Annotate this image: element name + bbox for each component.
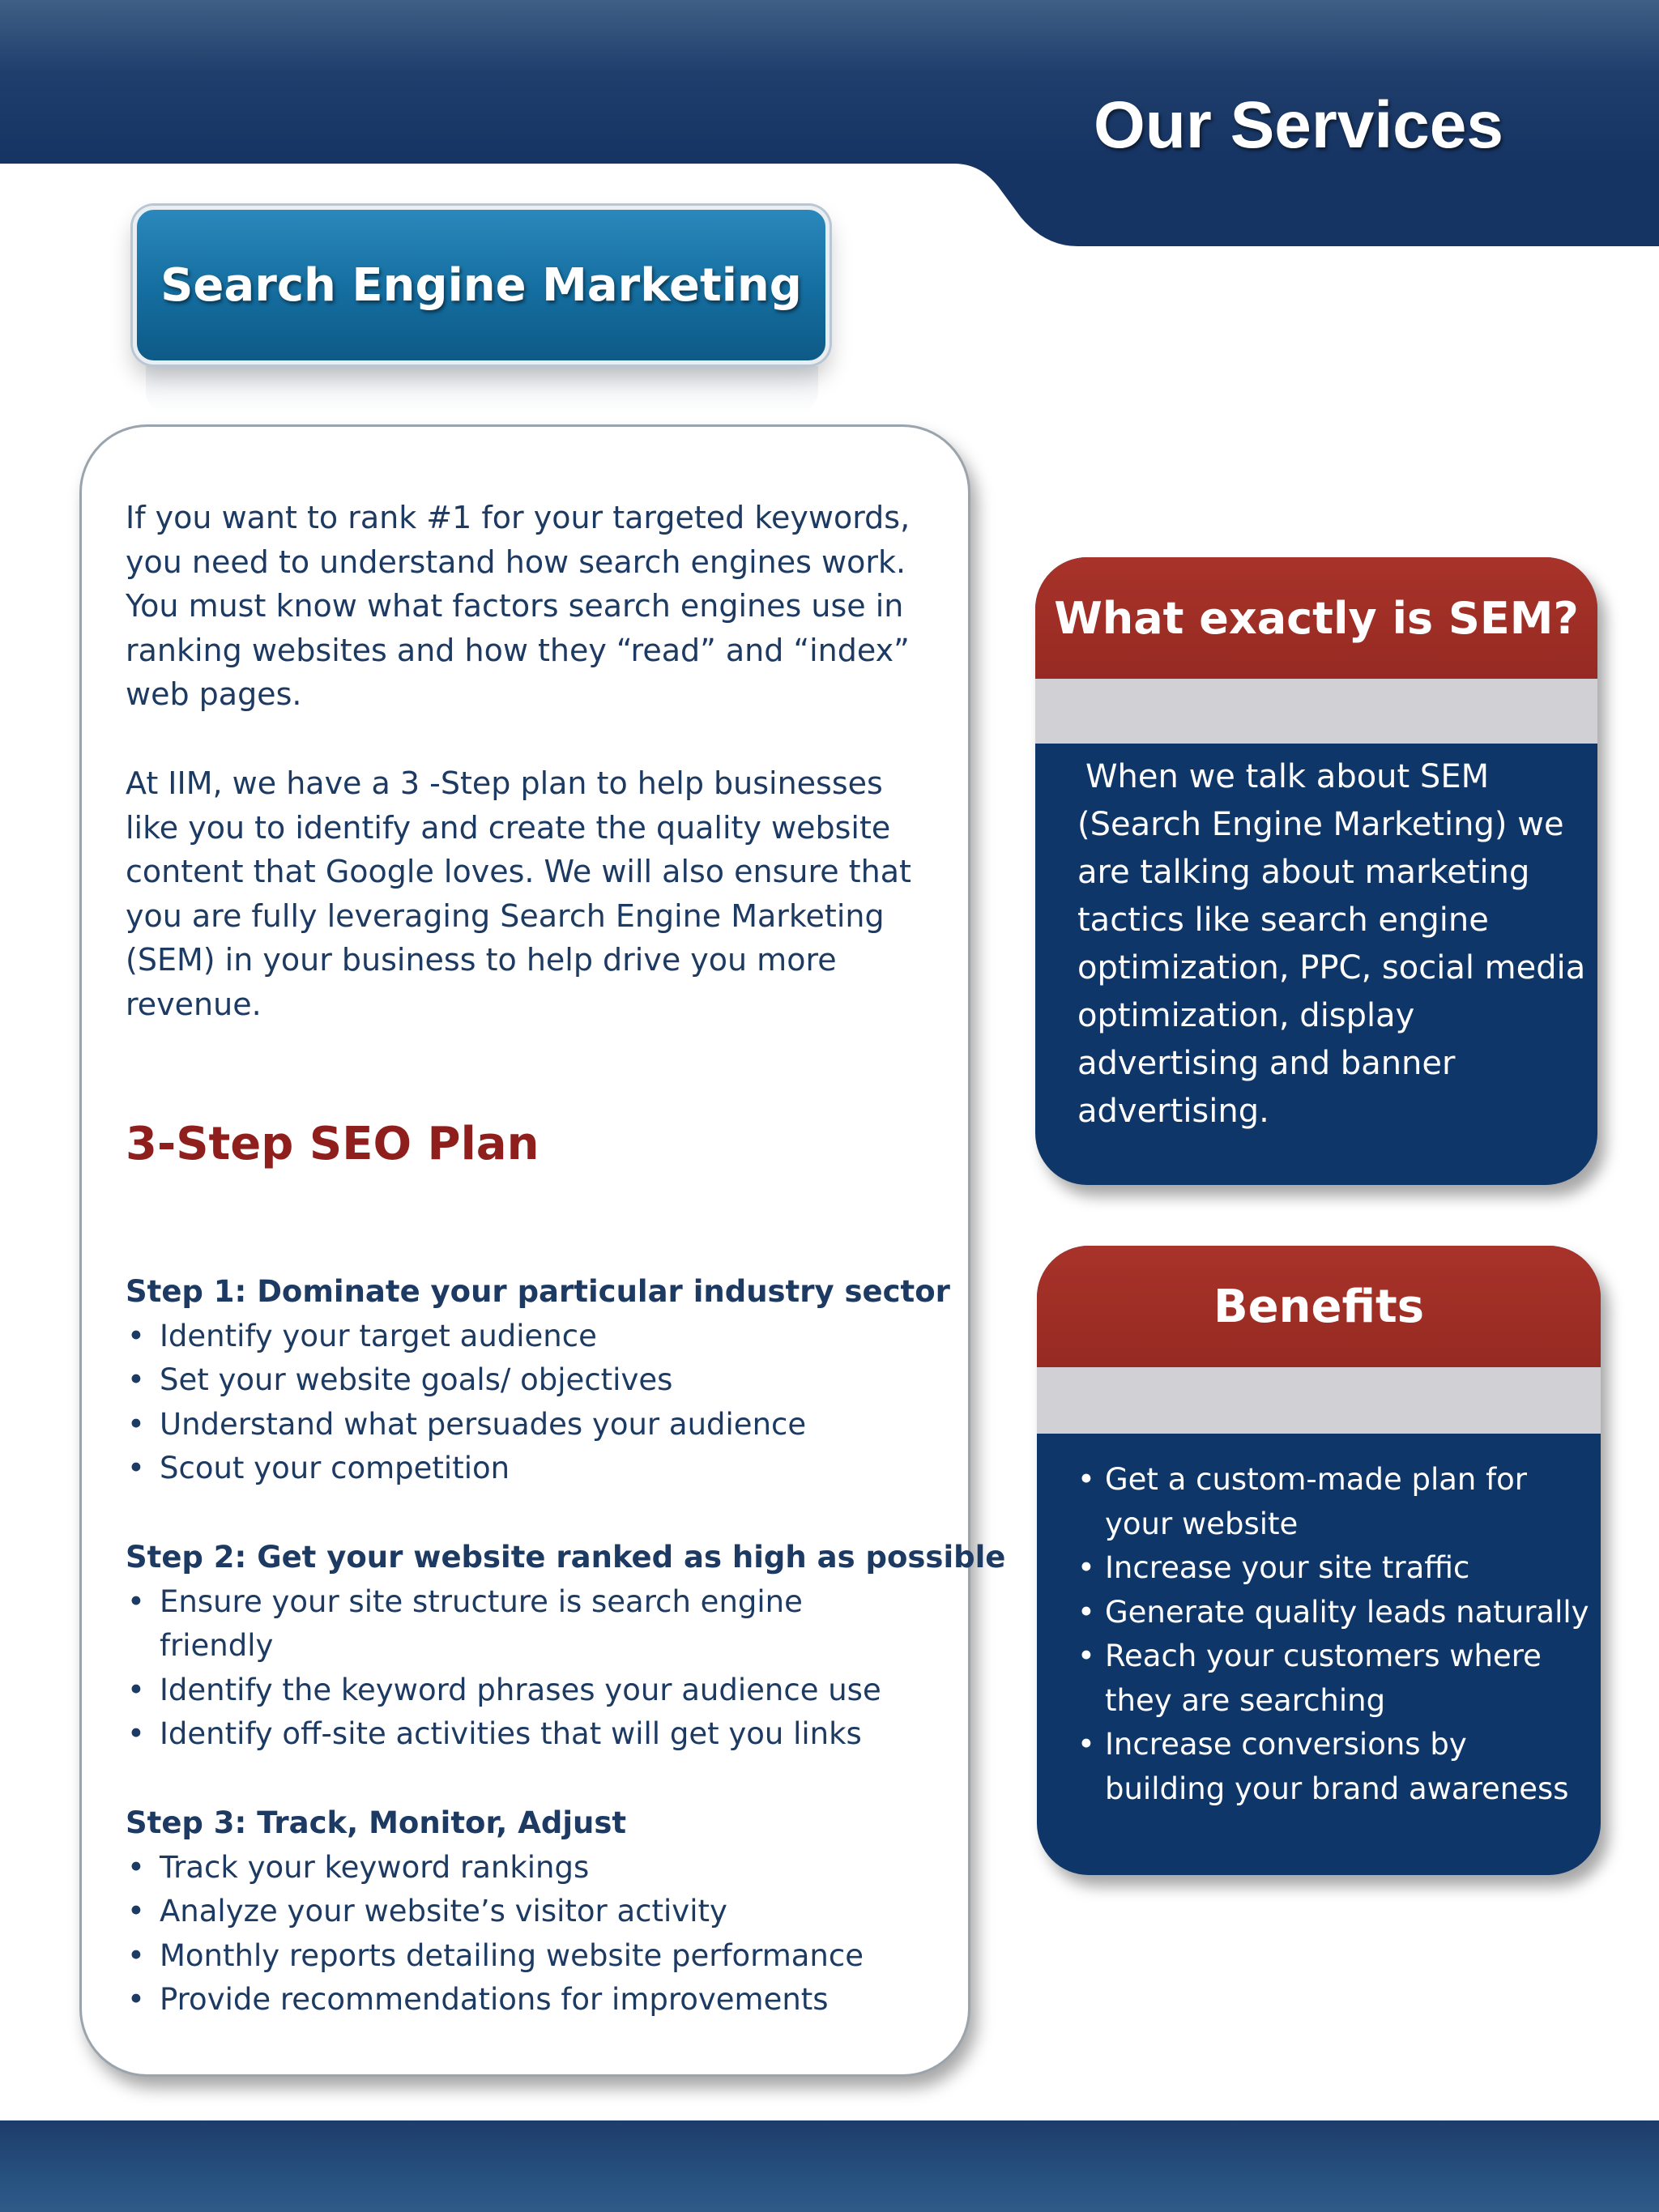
bullet-icon: • [127, 1894, 145, 1929]
bullet-icon: • [1077, 1594, 1095, 1630]
bullet-icon: • [127, 1451, 145, 1485]
sem-panel-body: When we talk about SEM (Search Engine Marketing) we are talking about marketing tactics like search engine optimization, PPC, social media optimization, display advertising and banner advertising. [1077, 758, 1586, 1130]
step-3-list [126, 1846, 952, 2022]
list-item-text: Increase your site traffic [1105, 1550, 1470, 1585]
plan-title: 3-Step SEO Plan [126, 1118, 539, 1170]
bullet-icon: • [127, 1672, 145, 1707]
list-item [126, 1846, 952, 1890]
bullet-icon: • [127, 1716, 145, 1751]
sem-panel-title: What exactly is SEM? [1054, 592, 1579, 644]
step-3-block [126, 1801, 952, 2022]
list-item [1077, 1723, 1591, 1811]
benefits-panel [1037, 1246, 1601, 1875]
list-item-text: Get a custom-made plan for your website [1105, 1462, 1527, 1541]
step-2-block [126, 1536, 1006, 1757]
bullet-icon: • [127, 1849, 145, 1885]
bullet-icon: • [1077, 1550, 1095, 1585]
list-item [126, 1890, 952, 1934]
list-item [1077, 1546, 1596, 1591]
plan-paragraph: At IIM, we have a 3 -Step plan to help businesses like you to identify and create the quality website content that Google loves. We will also ensure that you are fully leveraging Search Engine Marketing (SEM) in your business to help drive you more revenue. [126, 765, 911, 1022]
step-3-heading: Step 3: Track, Monitor, Adjust [126, 1805, 627, 1840]
list-item-text: Set your website goals/ objectives [160, 1362, 673, 1397]
list-item-text: Understand what persuades your audience [160, 1406, 807, 1442]
list-item [126, 1580, 856, 1669]
sem-definition-panel [1035, 557, 1597, 1185]
sem-panel-header [1035, 557, 1597, 679]
step-2-heading: Step 2: Get your website ranked as high as possible [126, 1540, 1006, 1575]
step-1-block [126, 1270, 952, 1491]
button-reflection [146, 366, 818, 415]
list-item-text: Analyze your website’s visitor activity [160, 1894, 727, 1929]
list-item [126, 1315, 952, 1359]
bullet-icon: • [1077, 1727, 1095, 1762]
benefits-panel-header [1037, 1246, 1601, 1367]
list-item-text: Scout your competition [160, 1451, 510, 1485]
list-item-text: Identify your target audience [160, 1318, 597, 1353]
bullet-icon: • [127, 1362, 145, 1397]
step-1-heading: Step 1: Dominate your particular industry sector [126, 1274, 950, 1309]
list-item-text: Provide recommendations for improvements [160, 1982, 829, 2017]
list-item [126, 1712, 952, 1757]
list-item [126, 1978, 952, 2022]
step-1-list [126, 1315, 952, 1491]
search-engine-marketing-button[interactable] [133, 206, 830, 364]
benefits-panel-title: Benefits [1213, 1280, 1425, 1333]
list-item [126, 1358, 952, 1403]
list-item [126, 1669, 952, 1713]
list-item [126, 1447, 952, 1491]
search-engine-marketing-label: Search Engine Marketing [160, 258, 802, 312]
list-item-text: Identify off-site activities that will get you links [160, 1716, 862, 1751]
benefits-list [1077, 1458, 1596, 1811]
sem-panel-divider [1035, 679, 1597, 744]
list-item-text: Identify the keyword phrases your audience use [160, 1672, 881, 1707]
intro-paragraph: If you want to rank #1 for your targeted keywords, you need to understand how search engines work. You must know what factors search engines use in ranking websites and how they “read” and “index” web pages. [126, 500, 911, 712]
bullet-icon: • [127, 1406, 145, 1442]
page-title: Our Services [1094, 88, 1503, 162]
footer-band [0, 2120, 1659, 2212]
bullet-icon: • [127, 1583, 145, 1619]
step-2-list [126, 1580, 952, 1757]
list-item-text: Ensure your site structure is search engine friendly [160, 1583, 803, 1663]
list-item [1077, 1591, 1596, 1635]
bullet-icon: • [1077, 1462, 1095, 1497]
list-item [1077, 1458, 1559, 1546]
bullet-icon: • [127, 1937, 145, 1973]
bullet-icon: • [127, 1318, 145, 1353]
list-item-text: Reach your customers where they are searching [1105, 1639, 1542, 1718]
list-item-text: Track your keyword rankings [160, 1849, 590, 1885]
list-item [1077, 1634, 1559, 1723]
list-item [126, 1403, 952, 1447]
list-item [126, 1934, 952, 1979]
benefits-panel-divider [1037, 1367, 1601, 1434]
list-item-text: Generate quality leads naturally [1105, 1594, 1589, 1630]
bullet-icon: • [1077, 1639, 1095, 1673]
list-item-text: Monthly reports detailing website performance [160, 1937, 864, 1973]
bullet-icon: • [127, 1982, 145, 2017]
benefits-panel-body [1077, 1458, 1596, 1811]
list-item-text: Increase conversions by building your brand awareness [1105, 1727, 1569, 1806]
